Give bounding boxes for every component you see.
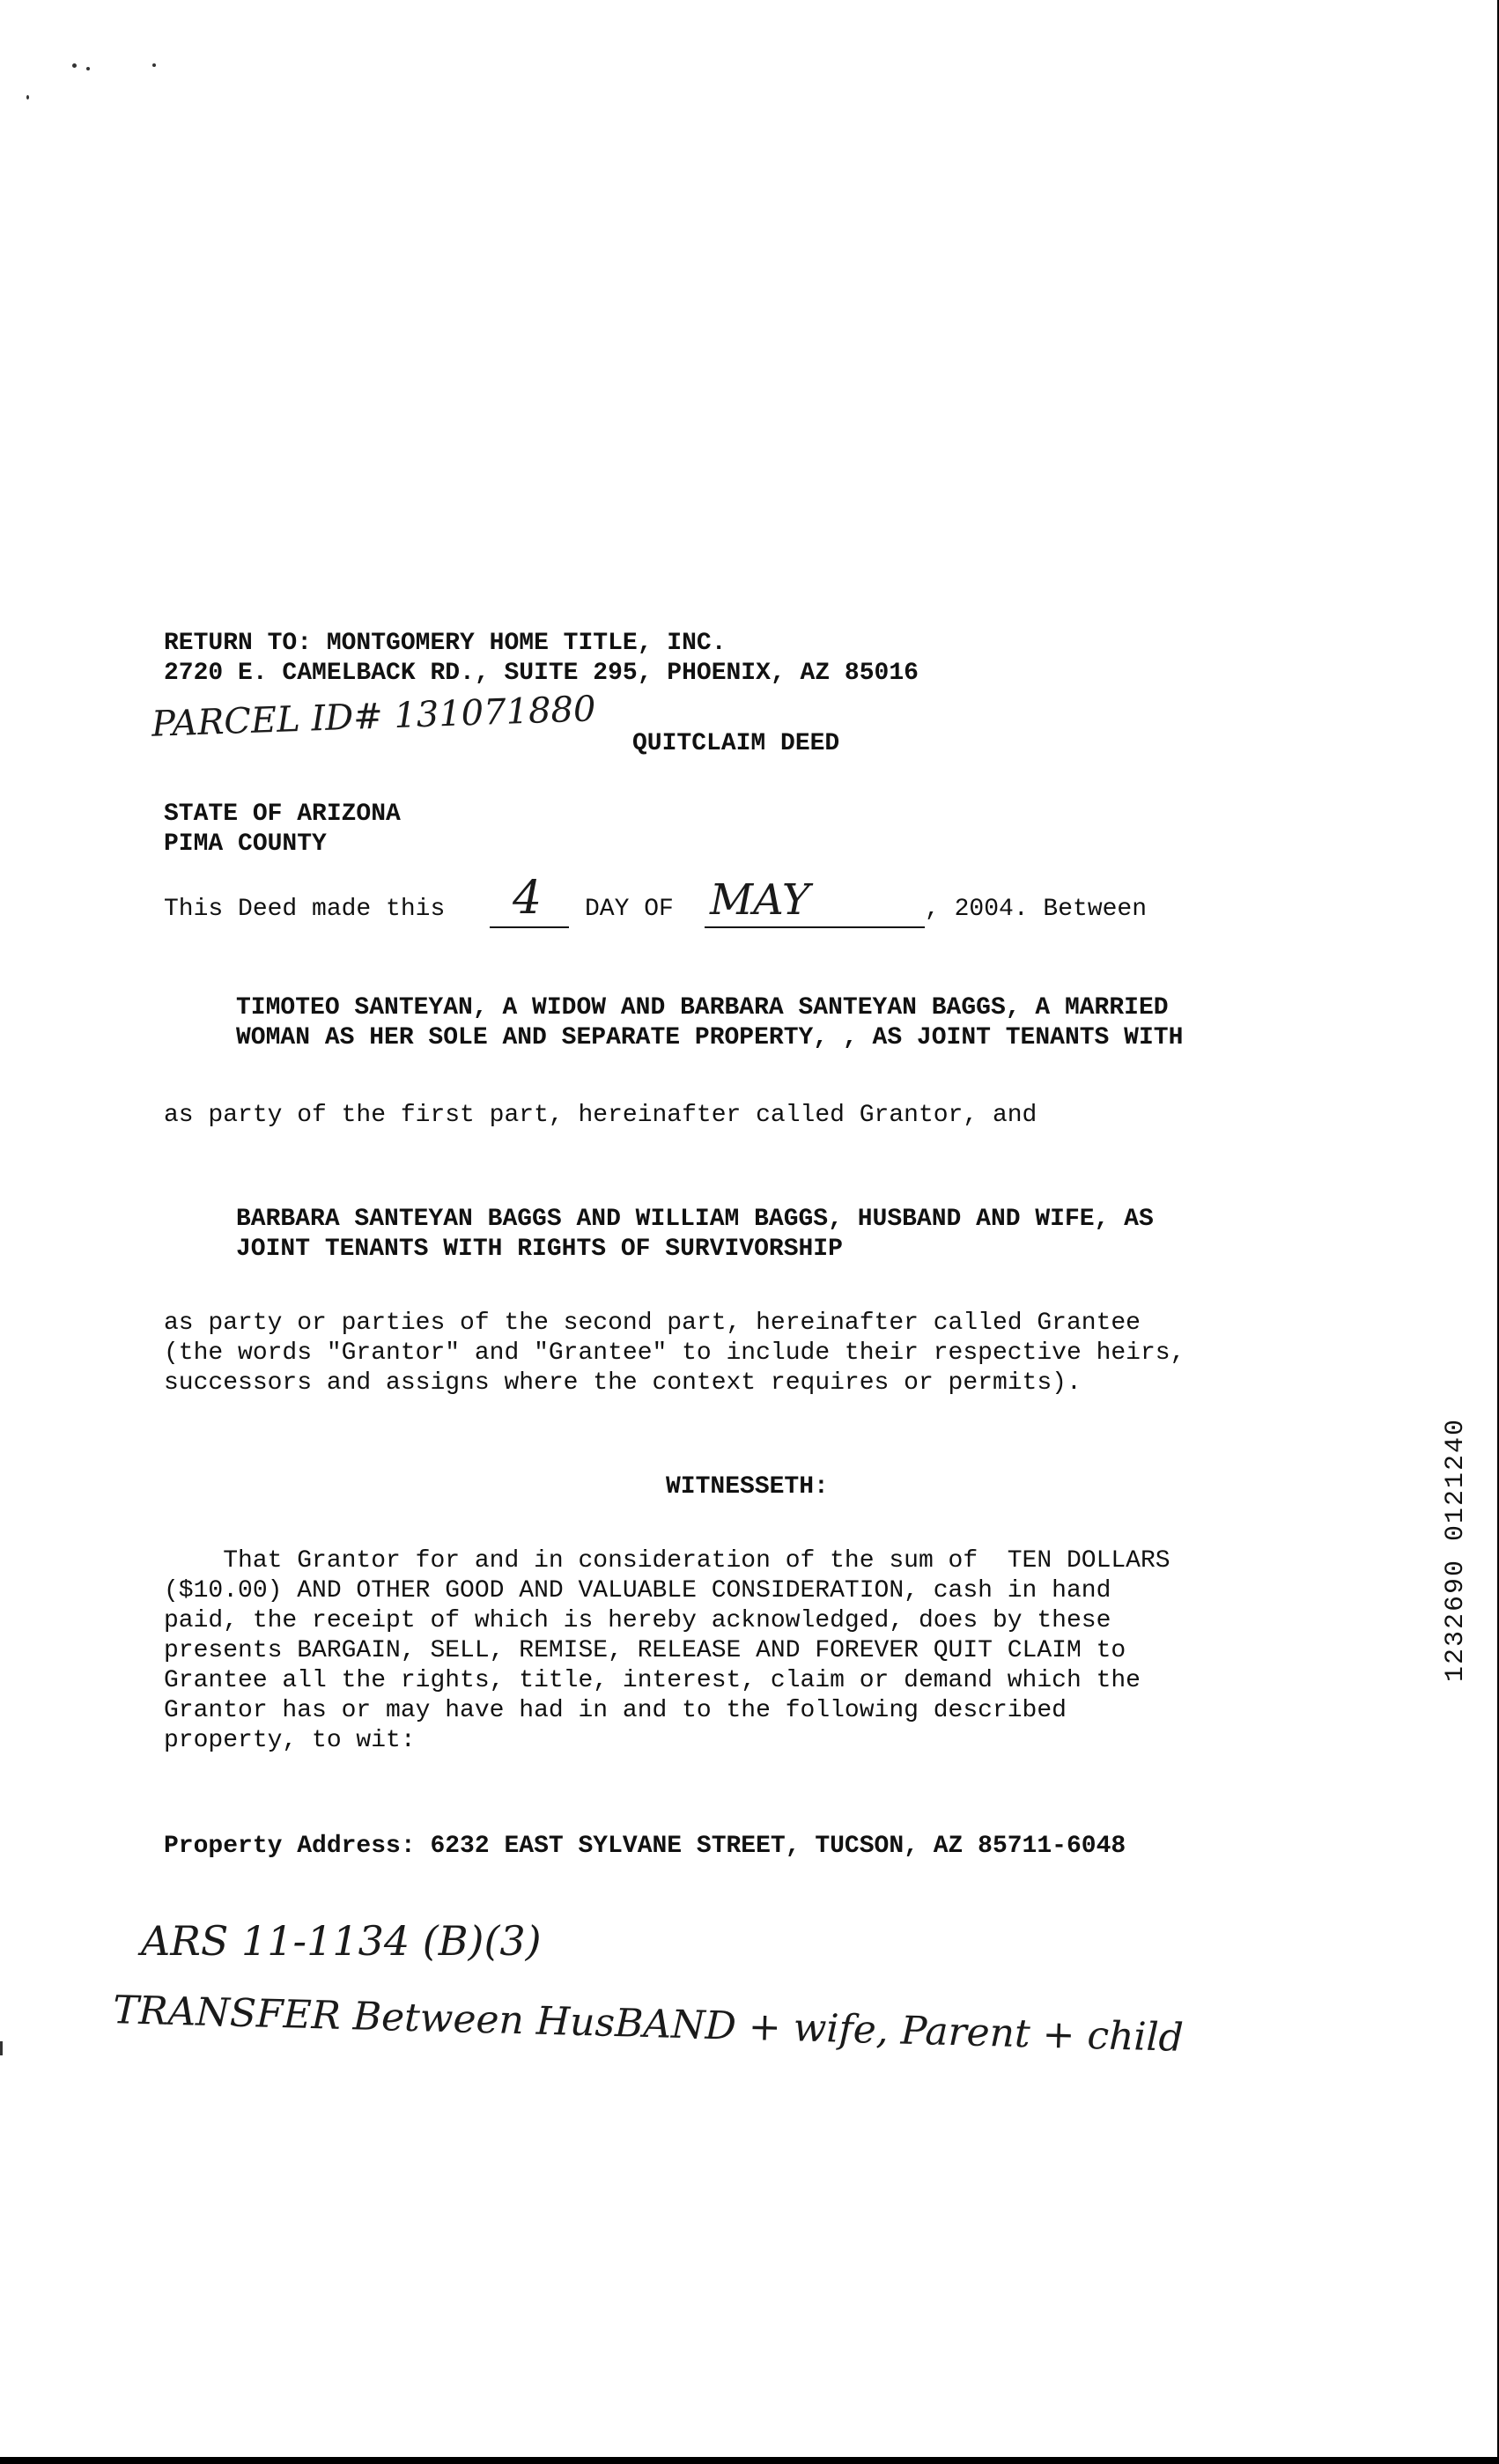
scan-mark-left [0, 2041, 3, 2055]
transfer-reason-handwritten: TRANSFER Between HusBAND + wife, Parent + child [112, 1988, 1185, 2061]
return-address-line: 2720 E. CAMELBACK RD., SUITE 295, PHOENIX, AZ 85016 [164, 660, 919, 687]
grantor-party-text: as party of the first part, hereinafter called Grantor, and [164, 1102, 1037, 1129]
parcel-id-handwritten: PARCEL ID# 131071880 [151, 689, 597, 745]
witnesseth-line: ($10.00) AND OTHER GOOD AND VALUABLE CONSIDERATION, cash in hand [164, 1577, 1111, 1605]
witnesseth-heading: WITNESSETH: [666, 1473, 829, 1501]
grantee-party-line: as party or parties of the second part, hereinafter called Grantee [164, 1309, 1141, 1337]
grantee-name-line-1: BARBARA SANTEYAN BAGGS AND WILLIAM BAGGS, HUSBAND AND WIFE, AS [236, 1206, 1154, 1233]
deed-date-suffix: , 2004. Between [925, 896, 1148, 923]
grantee-party-line: (the words "Grantor" and "Grantee" to include their respective heirs, [164, 1339, 1185, 1367]
grantee-party-line: successors and assigns where the context requires or permits). [164, 1369, 1082, 1397]
day-fill-line [490, 926, 569, 928]
grantor-name-line-1: TIMOTEO SANTEYAN, A WIDOW AND BARBARA SANTEYAN BAGGS, A MARRIED [236, 994, 1169, 1022]
grantee-name-line-2: JOINT TENANTS WITH RIGHTS OF SURVIVORSHIP [236, 1236, 843, 1263]
witnesseth-line: paid, the receipt of which is hereby acknowledged, does by these [164, 1607, 1111, 1634]
scan-edge-bottom [0, 2457, 1499, 2464]
scan-speck [152, 63, 156, 67]
recording-number-stamp: 1232690 0121240 [1441, 1418, 1471, 1683]
return-to-line: RETURN TO: MONTGOMERY HOME TITLE, INC. [164, 630, 727, 657]
document-title: QUITCLAIM DEED [632, 730, 840, 757]
witnesseth-line: property, to wit: [164, 1727, 416, 1754]
scan-speck [86, 67, 90, 70]
day-of-label: DAY OF [585, 896, 674, 923]
grantor-name-line-2: WOMAN AS HER SOLE AND SEPARATE PROPERTY, , AS JOINT TENANTS WITH [236, 1024, 1184, 1051]
scan-speck [72, 63, 77, 68]
statute-handwritten: ARS 11-1134 (B)(3) [141, 1917, 542, 1965]
witnesseth-line: Grantor has or may have had in and to the following described [164, 1697, 1067, 1724]
scan-speck [26, 95, 29, 100]
state-line: STATE OF ARIZONA [164, 800, 401, 828]
witnesseth-line: presents BARGAIN, SELL, REMISE, RELEASE AND FOREVER QUIT CLAIM to [164, 1637, 1126, 1664]
property-address-line: Property Address: 6232 EAST SYLVANE STREET, TUCSON, AZ 85711-6048 [164, 1833, 1126, 1860]
witnesseth-line: Grantee all the rights, title, interest, claim or demand which the [164, 1667, 1141, 1694]
deed-date-prefix: This Deed made this [164, 896, 446, 923]
month-fill-line [705, 926, 925, 928]
month-handwritten: MAY [710, 875, 810, 925]
day-handwritten: 4 [513, 872, 543, 925]
witnesseth-line: That Grantor for and in consideration of the sum of TEN DOLLARS [164, 1547, 1170, 1575]
county-line: PIMA COUNTY [164, 830, 327, 858]
